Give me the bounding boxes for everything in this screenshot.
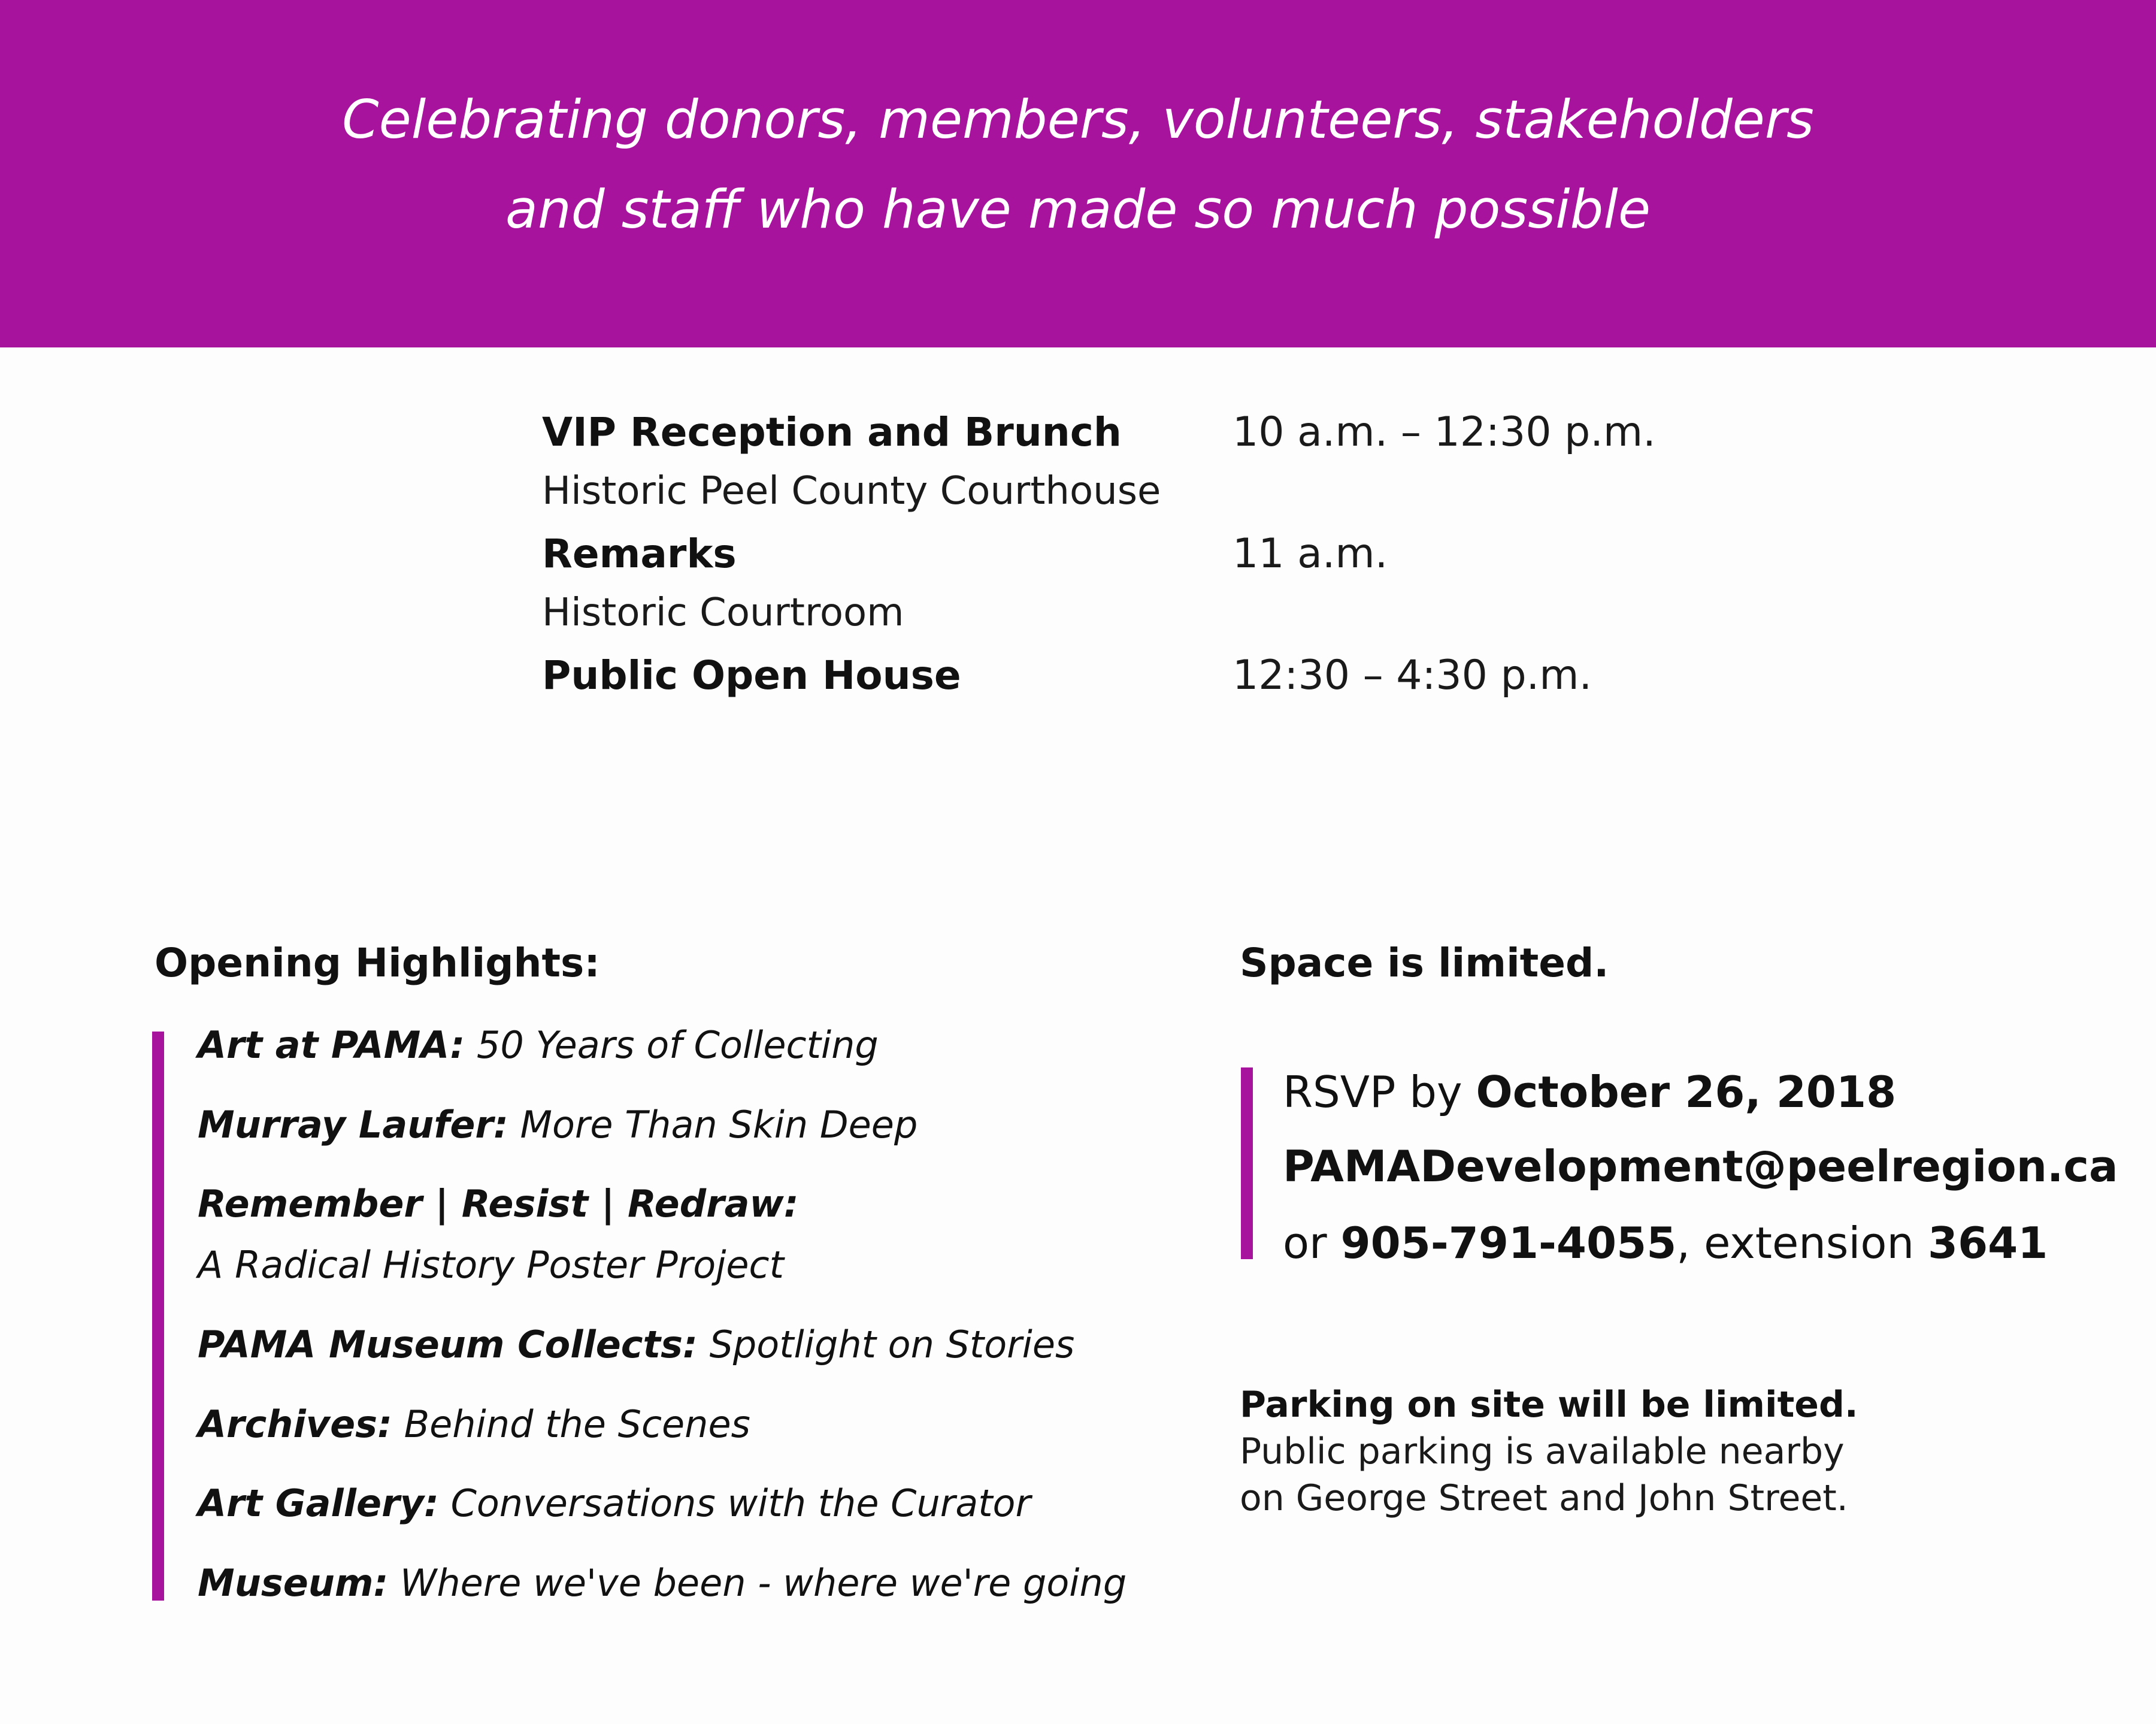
highlight-label: PAMA Museum Collects:	[198, 1323, 698, 1366]
schedule-time-open-house: 12:30 – 4:30 p.m.	[1233, 652, 1592, 699]
highlight-item	[198, 1480, 1031, 1528]
rsvp-deadline: October 26, 2018	[1476, 1067, 1897, 1117]
highlight-text: A Radical History Poster Project	[198, 1243, 784, 1287]
schedule-title-vip: VIP Reception and Brunch	[542, 409, 1122, 455]
highlight-label: Remember | Resist | Redraw:	[198, 1182, 799, 1226]
parking-heading: Parking on site will be limited.	[1240, 1384, 1858, 1426]
highlight-item	[198, 1559, 1127, 1607]
rsvp-or: or	[1283, 1218, 1341, 1268]
highlight-text: Spotlight on Stories	[697, 1323, 1075, 1366]
banner-line-2: and staff who have made so much possible	[505, 179, 1651, 240]
highlight-item	[198, 1401, 750, 1448]
highlight-item	[198, 1180, 799, 1228]
rsvp-email-link[interactable]: PAMADevelopment@peelregion.ca	[1283, 1141, 2118, 1191]
schedule-title-remarks: Remarks	[542, 531, 737, 577]
parking-line-1: Public parking is available nearby	[1240, 1430, 1845, 1472]
parking-line-2: on George Street and John Street.	[1240, 1477, 1848, 1519]
highlight-item	[198, 1241, 784, 1289]
highlight-text: Behind the Scenes	[392, 1402, 750, 1446]
highlight-text: Conversations with the Curator	[438, 1481, 1031, 1525]
highlight-label: Museum:	[198, 1561, 389, 1605]
highlight-item	[198, 1321, 1074, 1369]
schedule-time-vip: 10 a.m. – 12:30 p.m.	[1233, 409, 1656, 456]
rsvp-accent-bar	[1241, 1067, 1253, 1259]
highlight-label: Murray Laufer:	[198, 1103, 508, 1147]
highlights-heading: Opening Highlights:	[155, 940, 600, 986]
schedule-title-open-house: Public Open House	[542, 652, 961, 698]
rsvp-deadline-line	[1283, 1065, 1896, 1119]
highlight-text: More Than Skin Deep	[508, 1103, 918, 1147]
highlight-label: Art Gallery:	[198, 1481, 439, 1525]
highlight-label: Archives:	[198, 1402, 392, 1446]
rsvp-prefix: RSVP by	[1283, 1067, 1476, 1117]
highlight-label: Art at PAMA:	[198, 1023, 465, 1067]
highlight-text: 50 Years of Collecting	[465, 1023, 879, 1067]
space-limited-note: Space is limited.	[1240, 940, 1609, 986]
rsvp-phone-line	[1283, 1216, 2048, 1270]
schedule-venue-remarks: Historic Courtroom	[542, 591, 904, 635]
rsvp-ext-prefix: , extension	[1676, 1218, 1928, 1268]
schedule-venue-vip: Historic Peel County Courthouse	[542, 469, 1161, 513]
rsvp-extension: 3641	[1927, 1218, 2048, 1268]
highlights-accent-bar	[152, 1032, 164, 1601]
schedule-time-remarks: 11 a.m.	[1233, 530, 1388, 577]
highlight-item	[198, 1101, 917, 1149]
header-banner	[0, 0, 2156, 347]
highlight-item	[198, 1021, 879, 1069]
rsvp-phone[interactable]: 905-791-4055	[1340, 1218, 1677, 1268]
highlight-text: Where we've been - where we're going	[388, 1561, 1127, 1605]
banner-line-1: Celebrating donors, members, volunteers, stakeholders	[342, 89, 1814, 150]
